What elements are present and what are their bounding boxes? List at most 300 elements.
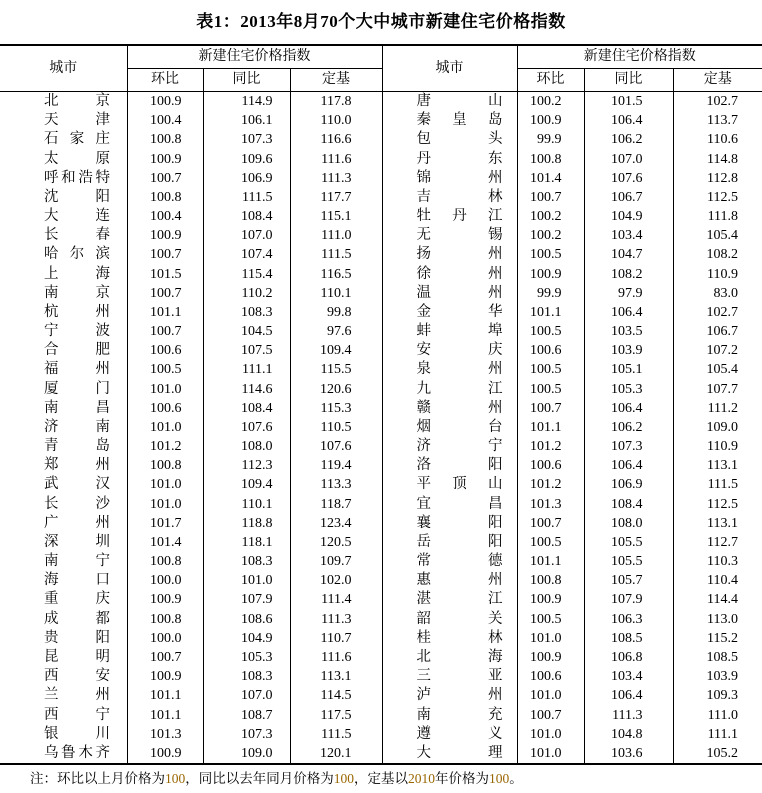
city-name: 遵 义: [416, 725, 503, 742]
base-value-cell: 113.1: [707, 458, 739, 474]
mom-value-cell: 100.9: [127, 667, 203, 686]
mom-value-cell: 100.8: [127, 552, 203, 571]
header-yoy-left: 同比: [203, 69, 290, 92]
mom-value-cell: 101.0: [517, 725, 584, 744]
yoy-value-cell: 106.2: [584, 418, 673, 437]
city-name: 宜 昌: [416, 495, 503, 512]
city-name: 上 海: [44, 265, 110, 282]
base-value-cell: 109.4: [290, 341, 382, 360]
city-name: 广 州: [44, 514, 110, 531]
city-cell: [382, 341, 517, 360]
mom-value-cell: 101.0: [517, 686, 584, 705]
yoy-value-cell: 106.3: [584, 610, 673, 629]
mom-value-cell: 100.9: [517, 265, 584, 284]
city-cell: [382, 475, 517, 494]
mom-value-cell: 100.9: [127, 92, 203, 112]
yoy-value-cell: 106.4: [584, 399, 673, 418]
base-value-cell: 118.7: [290, 495, 382, 514]
city-cell: [382, 571, 517, 590]
city-cell: [382, 686, 517, 705]
city-cell: [0, 552, 127, 571]
yoy-value-cell: 115.4: [203, 265, 290, 284]
base-value-cell: 120.1: [290, 744, 382, 764]
city-cell: [0, 686, 127, 705]
mom-value-cell: 100.7: [517, 514, 584, 533]
city-name: 石 家 庄: [44, 131, 110, 148]
city-cell: [0, 111, 127, 130]
yoy-value-cell: 106.8: [584, 648, 673, 667]
city-name: 福 州: [44, 361, 110, 378]
table-row: [0, 169, 762, 188]
yoy-value-cell: 103.5: [584, 322, 673, 341]
yoy-value-cell: 108.3: [203, 552, 290, 571]
yoy-value-cell: 106.4: [584, 686, 673, 705]
city-cell: [382, 188, 517, 207]
footnote-text: 。: [509, 771, 523, 787]
city-name: 成 都: [44, 610, 110, 627]
yoy-value-cell: 112.3: [203, 456, 290, 475]
city-cell: [382, 360, 517, 379]
city-name: 大 理: [416, 744, 503, 761]
yoy-value-cell: 107.6: [584, 169, 673, 188]
city-name: 秦 皇 岛: [416, 112, 503, 129]
table-row: [0, 437, 762, 456]
table-row: [0, 514, 762, 533]
city-cell: [382, 495, 517, 514]
city-name: 吉 林: [416, 188, 503, 205]
header-city-left: 城市: [0, 45, 127, 92]
city-cell: [382, 590, 517, 609]
city-name: 湛 江: [416, 591, 503, 608]
table-row: [0, 571, 762, 590]
table-row: [0, 245, 762, 264]
base-value-cell: 105.2: [706, 745, 739, 761]
mom-value-cell: 100.5: [517, 322, 584, 341]
table-row: [0, 380, 762, 399]
yoy-value-cell: 106.9: [203, 169, 290, 188]
table-row: [0, 686, 762, 705]
city-name: 济 南: [44, 418, 110, 435]
yoy-value-cell: 108.0: [203, 437, 290, 456]
city-name: 沈 阳: [44, 188, 110, 205]
city-cell: [382, 245, 517, 264]
footnote: [0, 770, 762, 788]
base-value-cell: 111.0: [290, 226, 382, 245]
yoy-value-cell: 105.5: [584, 533, 673, 552]
city-cell: [382, 150, 517, 169]
base-value-cell: 111.8: [707, 209, 739, 225]
mom-value-cell: 100.8: [127, 130, 203, 149]
city-name: 南 宁: [44, 553, 110, 570]
base-value-cell: 110.3: [707, 554, 739, 570]
city-cell: [0, 648, 127, 667]
table-row: [0, 706, 762, 725]
mom-value-cell: 100.7: [127, 245, 203, 264]
city-cell: [382, 706, 517, 725]
yoy-value-cell: 101.5: [584, 92, 673, 112]
base-value-cell: 111.6: [290, 648, 382, 667]
table-row: [0, 188, 762, 207]
city-name: 哈 尔 滨: [44, 246, 110, 263]
yoy-value-cell: 110.1: [203, 495, 290, 514]
base-value-cell: 116.6: [290, 130, 382, 149]
city-name: 九 江: [416, 380, 503, 397]
yoy-value-cell: 109.6: [203, 150, 290, 169]
yoy-value-cell: 111.1: [203, 360, 290, 379]
city-cell: [382, 265, 517, 284]
table-row: [0, 150, 762, 169]
city-cell: [0, 322, 127, 341]
table-row: [0, 360, 762, 379]
city-cell: [382, 418, 517, 437]
base-value-cell: 102.0: [290, 571, 382, 590]
yoy-value-cell: 107.9: [203, 590, 290, 609]
table-row: [0, 629, 762, 648]
base-value-cell: 117.7: [290, 188, 382, 207]
base-value-cell: 111.4: [290, 590, 382, 609]
base-value-cell: 113.1: [290, 667, 382, 686]
yoy-value-cell: 105.1: [584, 360, 673, 379]
yoy-value-cell: 104.9: [203, 629, 290, 648]
base-value-cell: 111.0: [707, 707, 739, 723]
base-value-cell: 119.4: [290, 456, 382, 475]
city-name: 包 头: [416, 131, 503, 148]
city-cell: [382, 648, 517, 667]
city-name: 长 沙: [44, 495, 110, 512]
city-cell: [0, 629, 127, 648]
table-row: [0, 418, 762, 437]
yoy-value-cell: 107.0: [203, 226, 290, 245]
mom-value-cell: 100.7: [517, 399, 584, 418]
header-base-right: 定基: [703, 72, 732, 87]
header-index-group-left: 新建住宅价格指数: [127, 45, 382, 69]
yoy-value-cell: 97.9: [584, 284, 673, 303]
city-cell: [0, 590, 127, 609]
table-row: [0, 648, 762, 667]
base-value-cell: 114.4: [707, 592, 739, 608]
base-value-cell: 109.3: [706, 688, 739, 704]
base-value-cell: 115.3: [290, 399, 382, 418]
yoy-value-cell: 108.5: [584, 629, 673, 648]
mom-value-cell: 100.7: [127, 284, 203, 303]
city-cell: [382, 207, 517, 226]
city-name: 南 昌: [44, 399, 110, 416]
mom-value-cell: 99.9: [517, 130, 584, 149]
mom-value-cell: 100.2: [517, 207, 584, 226]
mom-value-cell: 100.5: [517, 360, 584, 379]
base-value-cell: 113.1: [707, 515, 739, 531]
yoy-value-cell: 103.4: [584, 667, 673, 686]
base-value-cell: 120.6: [290, 380, 382, 399]
footnote-text: 年价格为: [435, 771, 489, 787]
yoy-value-cell: 107.3: [203, 130, 290, 149]
yoy-value-cell: 105.3: [584, 380, 673, 399]
mom-value-cell: 101.1: [517, 418, 584, 437]
base-value-cell: 113.3: [290, 475, 382, 494]
city-cell: [0, 610, 127, 629]
yoy-value-cell: 107.9: [584, 590, 673, 609]
yoy-value-cell: 111.3: [584, 706, 673, 725]
city-cell: [0, 495, 127, 514]
base-value-cell: 107.2: [706, 343, 739, 359]
yoy-value-cell: 101.0: [203, 571, 290, 590]
base-value-cell: 115.5: [290, 360, 382, 379]
yoy-value-cell: 105.5: [584, 552, 673, 571]
footnote-text: ，同比以去年同月价格为: [185, 771, 334, 787]
yoy-value-cell: 118.8: [203, 514, 290, 533]
city-name: 扬 州: [416, 246, 503, 263]
yoy-value-cell: 104.7: [584, 245, 673, 264]
mom-value-cell: 100.4: [127, 207, 203, 226]
city-cell: [0, 92, 127, 112]
base-value-cell: 120.5: [290, 533, 382, 552]
mom-value-cell: 101.1: [127, 706, 203, 725]
header-row-group: [0, 45, 762, 69]
yoy-value-cell: 114.6: [203, 380, 290, 399]
city-name: 西 安: [44, 668, 110, 685]
yoy-value-cell: 106.2: [584, 130, 673, 149]
city-name: 金 华: [416, 303, 503, 320]
mom-value-cell: 101.1: [127, 303, 203, 322]
mom-value-cell: 100.6: [127, 399, 203, 418]
city-cell: [382, 169, 517, 188]
city-name: 洛 阳: [416, 457, 503, 474]
footnote-text: 注：环比以上月价格为: [30, 771, 165, 787]
city-name: 济 宁: [416, 438, 503, 455]
city-name: 北 京: [44, 93, 110, 109]
base-value-cell: 109.0: [706, 419, 739, 435]
base-value-cell: 115.1: [290, 207, 382, 226]
city-name: 杭 州: [44, 303, 110, 320]
city-cell: [0, 303, 127, 322]
city-name: 海 口: [44, 572, 110, 589]
table-row: [0, 744, 762, 764]
city-cell: [382, 380, 517, 399]
yoy-value-cell: 108.4: [203, 207, 290, 226]
base-value-cell: 111.3: [290, 610, 382, 629]
mom-value-cell: 100.0: [127, 571, 203, 590]
city-cell: [382, 456, 517, 475]
yoy-value-cell: 106.4: [584, 456, 673, 475]
base-value-cell: 111.1: [707, 726, 739, 742]
base-value-cell: 108.2: [706, 247, 739, 263]
yoy-value-cell: 107.5: [203, 341, 290, 360]
city-cell: [382, 514, 517, 533]
mom-value-cell: 100.6: [517, 456, 584, 475]
table-row: [0, 725, 762, 744]
city-cell: [0, 533, 127, 552]
yoy-value-cell: 107.4: [203, 245, 290, 264]
mom-value-cell: 101.0: [127, 418, 203, 437]
yoy-value-cell: 118.1: [203, 533, 290, 552]
table-row: [0, 552, 762, 571]
yoy-value-cell: 108.0: [584, 514, 673, 533]
mom-value-cell: 100.6: [517, 341, 584, 360]
city-cell: [0, 284, 127, 303]
yoy-value-cell: 109.4: [203, 475, 290, 494]
yoy-value-cell: 108.6: [203, 610, 290, 629]
city-cell: [0, 399, 127, 418]
yoy-value-cell: 108.4: [203, 399, 290, 418]
mom-value-cell: 100.8: [127, 610, 203, 629]
city-name: 三 亚: [416, 668, 503, 685]
table-row: [0, 533, 762, 552]
city-cell: [382, 610, 517, 629]
mom-value-cell: 100.5: [517, 533, 584, 552]
yoy-value-cell: 108.2: [584, 265, 673, 284]
city-name: 贵 阳: [44, 629, 110, 646]
mom-value-cell: 100.8: [127, 456, 203, 475]
city-name: 深 圳: [44, 533, 110, 550]
mom-value-cell: 100.9: [127, 150, 203, 169]
yoy-value-cell: 107.0: [203, 686, 290, 705]
base-value-cell: 110.0: [290, 111, 382, 130]
city-name: 蚌 埠: [416, 323, 503, 340]
yoy-value-cell: 103.6: [584, 744, 673, 764]
mom-value-cell: 100.9: [517, 111, 584, 130]
table-row: [0, 495, 762, 514]
mom-value-cell: 100.9: [127, 226, 203, 245]
base-value-cell: 114.8: [707, 151, 739, 167]
mom-value-cell: 101.5: [127, 265, 203, 284]
mom-value-cell: 100.4: [127, 111, 203, 130]
mom-value-cell: 101.0: [517, 629, 584, 648]
city-name: 武 汉: [44, 476, 110, 493]
base-value-cell: 112.7: [707, 534, 739, 550]
table-row: [0, 226, 762, 245]
city-name: 大 连: [44, 208, 110, 225]
city-name: 厦 门: [44, 380, 110, 397]
mom-value-cell: 100.5: [127, 360, 203, 379]
city-name: 平 顶 山: [416, 476, 503, 493]
city-name: 岳 阳: [416, 533, 503, 550]
mom-value-cell: 100.7: [127, 648, 203, 667]
city-cell: [0, 130, 127, 149]
city-name: 温 州: [416, 284, 503, 301]
mom-value-cell: 101.0: [127, 380, 203, 399]
mom-value-cell: 100.7: [127, 322, 203, 341]
yoy-value-cell: 105.3: [203, 648, 290, 667]
base-value-cell: 83.0: [713, 285, 739, 301]
city-cell: [0, 245, 127, 264]
base-value-cell: 110.4: [707, 573, 739, 589]
mom-value-cell: 101.2: [517, 475, 584, 494]
table-header: [0, 45, 762, 92]
price-index-table: [0, 44, 762, 765]
base-value-cell: 105.4: [706, 362, 739, 378]
city-cell: [382, 226, 517, 245]
header-mom-left: 环比: [127, 69, 203, 92]
city-cell: [0, 571, 127, 590]
mom-value-cell: 100.2: [517, 92, 584, 112]
table-row: [0, 610, 762, 629]
base-value-cell: 107.6: [290, 437, 382, 456]
city-name: 锦 州: [416, 169, 503, 186]
city-name: 重 庆: [44, 591, 110, 608]
base-value-cell: 112.8: [707, 170, 739, 186]
base-value-cell: 97.6: [290, 322, 382, 341]
city-name: 韶 关: [416, 610, 503, 627]
city-cell: [382, 303, 517, 322]
city-name: 常 德: [416, 553, 503, 570]
mom-value-cell: 100.5: [517, 245, 584, 264]
city-name: 烟 台: [416, 418, 503, 435]
header-index-group-right: 新建住宅价格指数: [517, 45, 762, 69]
yoy-value-cell: 104.5: [203, 322, 290, 341]
table-row: [0, 590, 762, 609]
mom-value-cell: 101.0: [127, 475, 203, 494]
city-cell: [382, 322, 517, 341]
header-base-left: 定基: [290, 69, 382, 92]
city-cell: [382, 284, 517, 303]
table-row: [0, 303, 762, 322]
yoy-value-cell: 106.4: [584, 111, 673, 130]
footnote-number: 100: [333, 771, 354, 787]
mom-value-cell: 101.0: [127, 495, 203, 514]
city-name: 北 海: [416, 648, 503, 665]
city-cell: [382, 744, 517, 764]
base-value-cell: 112.5: [707, 189, 739, 205]
footnote-number: 100: [165, 771, 186, 787]
mom-value-cell: 100.9: [517, 590, 584, 609]
mom-value-cell: 100.5: [517, 380, 584, 399]
yoy-value-cell: 108.7: [203, 706, 290, 725]
mom-value-cell: 101.4: [517, 169, 584, 188]
table-row: [0, 130, 762, 149]
city-cell: [0, 265, 127, 284]
yoy-value-cell: 108.3: [203, 667, 290, 686]
footnote-text: ，定基以: [354, 771, 408, 787]
city-name: 丹 东: [416, 150, 503, 167]
yoy-value-cell: 104.8: [584, 725, 673, 744]
mom-value-cell: 100.6: [127, 341, 203, 360]
city-cell: [382, 92, 517, 112]
city-name: 昆 明: [44, 648, 110, 665]
base-value-cell: 102.7: [706, 94, 739, 109]
city-name: 南 充: [416, 706, 503, 723]
yoy-value-cell: 107.3: [584, 437, 673, 456]
city-cell: [0, 706, 127, 725]
yoy-value-cell: 111.5: [203, 188, 290, 207]
base-value-cell: 113.7: [707, 113, 739, 129]
table-row: [0, 207, 762, 226]
city-name: 合 肥: [44, 342, 110, 359]
city-cell: [0, 514, 127, 533]
table-row: [0, 667, 762, 686]
base-value-cell: 114.5: [290, 686, 382, 705]
yoy-value-cell: 109.0: [203, 744, 290, 764]
city-name: 牡 丹 江: [416, 208, 503, 225]
base-value-cell: 105.4: [706, 228, 739, 244]
mom-value-cell: 101.1: [517, 303, 584, 322]
city-name: 赣 州: [416, 399, 503, 416]
yoy-value-cell: 106.7: [584, 188, 673, 207]
mom-value-cell: 100.2: [517, 226, 584, 245]
city-cell: [382, 629, 517, 648]
city-name: 泸 州: [416, 687, 503, 704]
base-value-cell: 99.8: [290, 303, 382, 322]
city-cell: [382, 725, 517, 744]
city-cell: [0, 725, 127, 744]
yoy-value-cell: 106.4: [584, 303, 673, 322]
footnote-number: 2010: [408, 771, 435, 787]
table-row: [0, 92, 762, 112]
city-cell: [0, 475, 127, 494]
mom-value-cell: 100.8: [517, 150, 584, 169]
city-name: 青 岛: [44, 438, 110, 455]
city-name: 唐 山: [416, 93, 503, 109]
mom-value-cell: 101.1: [127, 686, 203, 705]
